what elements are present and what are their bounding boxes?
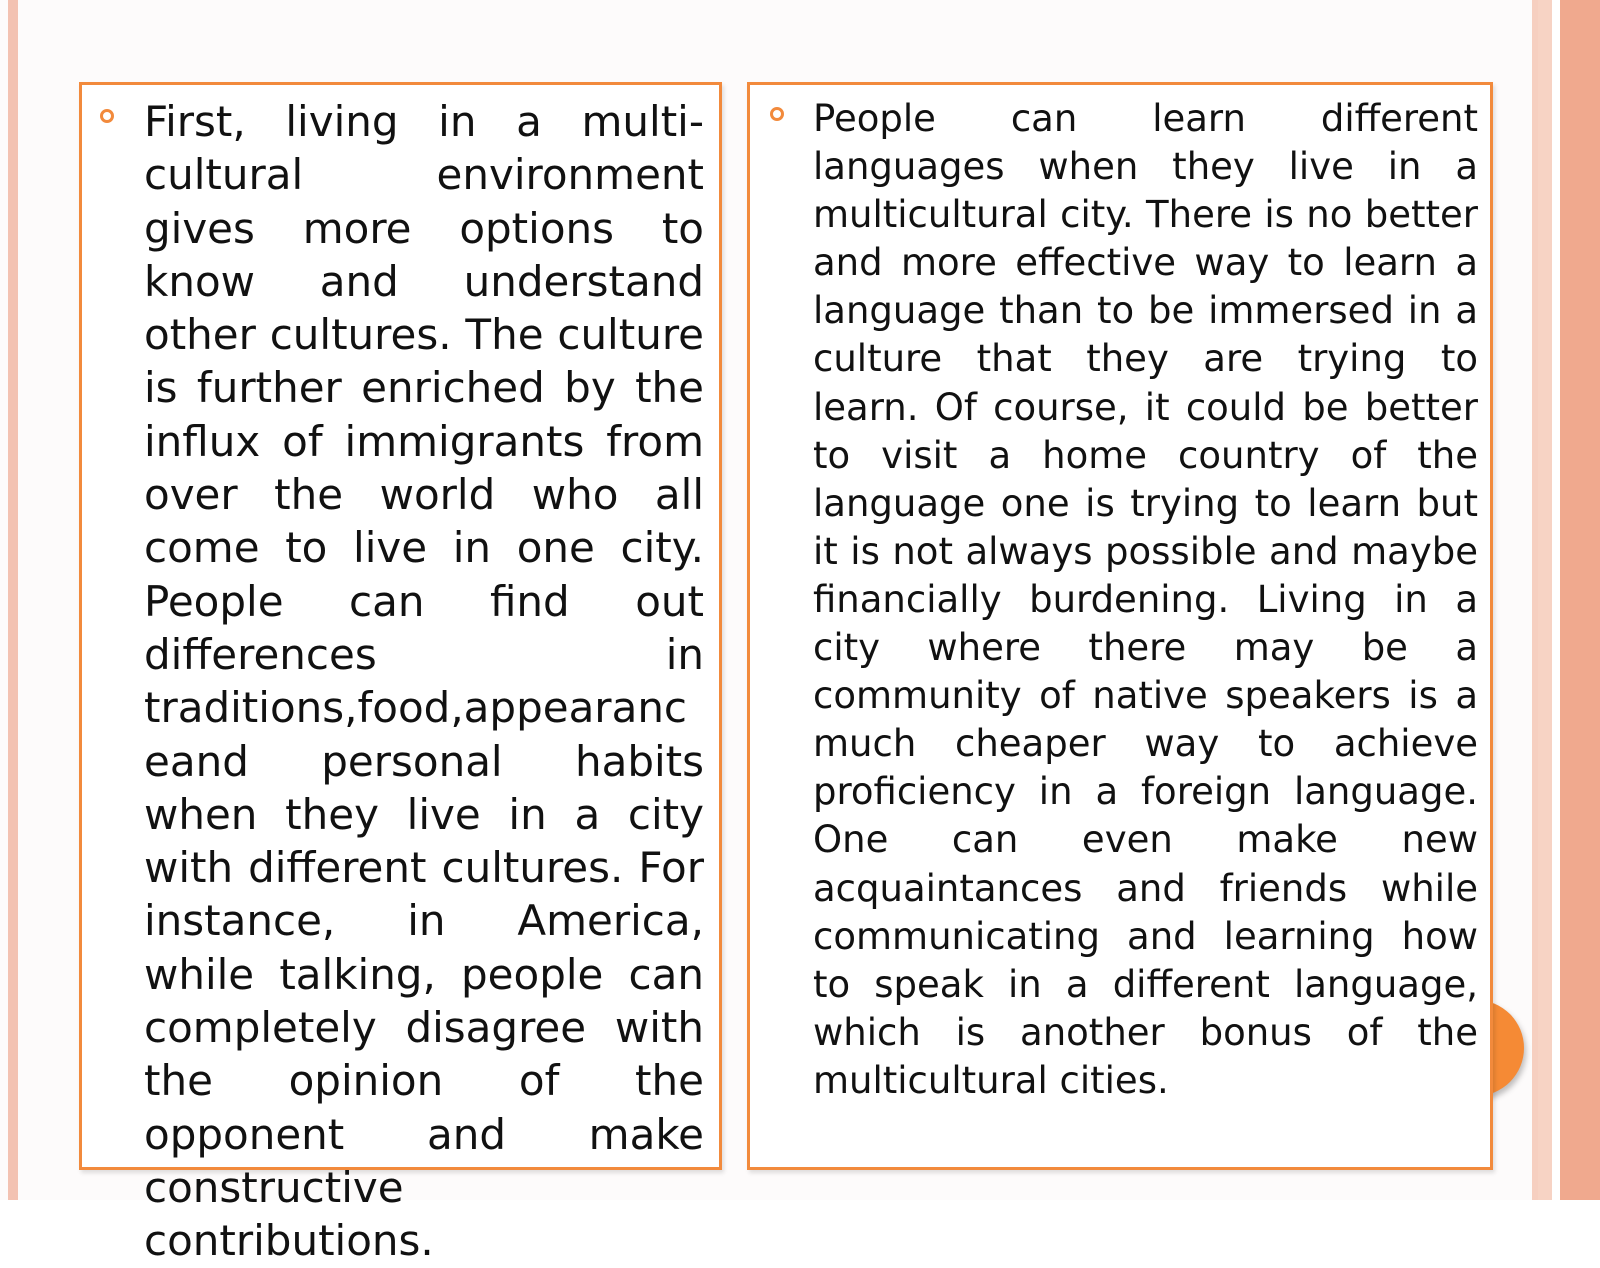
left-decorative-stripe (8, 0, 18, 1200)
right-panel-paragraph[interactable]: People can learn different languages when they live in a multicultural city. There is no better and more effective way to learn a language than to be immersed in a culture that they are trying to learn. Of course, it could be better to visit a home country of the language one is trying to learn but it is not always possible and maybe financially burdening. Living in a city where there may be a community of native speakers is a much cheaper way to achieve proficiency in a foreign language. One can even make new acquaintances and friends while communicating and learning how to speak in a different language, which is another bonus of the multicultural cities. (813, 97, 1478, 1102)
right-text-panel[interactable] (747, 82, 1493, 1170)
hollow-circle-bullet-icon (770, 107, 784, 121)
right-decorative-stripe (1538, 0, 1600, 1200)
left-text-panel[interactable] (79, 82, 722, 1266)
left-panel-paragraph[interactable]: First, living in a multi-cultural environment gives more options to know and understand other cultures. The culture is further enriched by the influx of immigrants from over the world who all come to live in one city. People can find out differences in traditions,food,appearanc eand personal habits when they live in a city with different cultures. For instance, in America, while talking, people can completely disagree with the opinion of the opponent and make constructive contributions. (144, 97, 704, 1266)
hollow-circle-bullet-icon (100, 109, 114, 123)
